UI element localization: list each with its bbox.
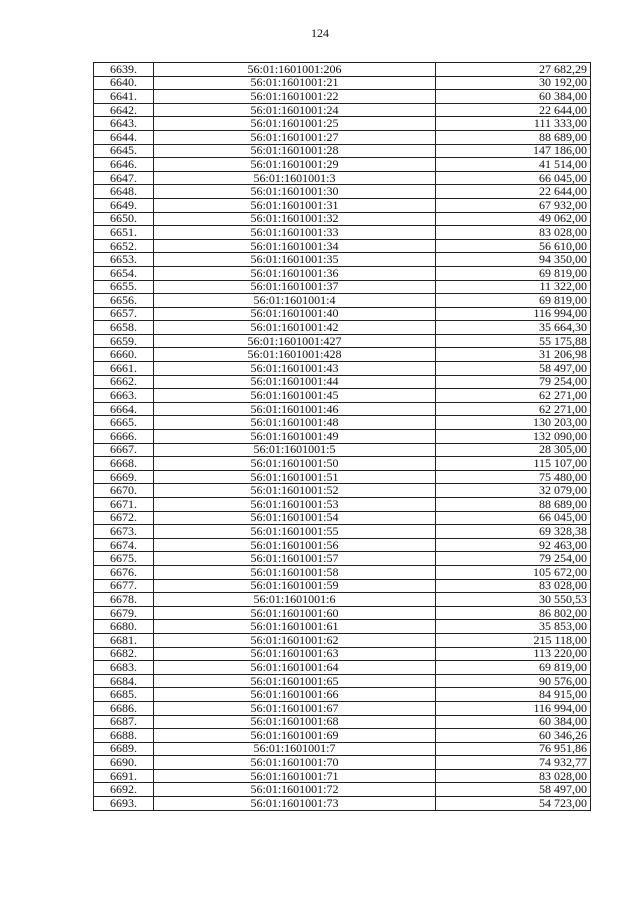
cadastral-number-cell: 56:01:1601001:52 [154, 484, 436, 498]
row-number-cell: 6674. [94, 538, 154, 552]
row-number-cell: 6677. [94, 579, 154, 593]
row-number-cell: 6692. [94, 783, 154, 797]
cadastral-number-cell: 56:01:1601001:69 [154, 729, 436, 743]
cadastral-number-cell: 56:01:1601001:70 [154, 756, 436, 770]
row-number-cell: 6660. [94, 348, 154, 362]
table-row [94, 198, 591, 212]
cadastral-number-cell: 56:01:1601001:32 [154, 212, 436, 226]
table-row [94, 620, 591, 634]
table-row [94, 606, 591, 620]
cadastral-number-cell: 56:01:1601001:60 [154, 606, 436, 620]
cadastral-number-cell: 56:01:1601001:68 [154, 715, 436, 729]
cadastral-value-cell: 113 220,00 [436, 647, 591, 661]
row-number-cell: 6646. [94, 158, 154, 172]
row-number-cell: 6659. [94, 334, 154, 348]
cadastral-value-cell: 62 271,00 [436, 389, 591, 403]
cadastral-number-cell: 56:01:1601001:428 [154, 348, 436, 362]
row-number-cell: 6658. [94, 321, 154, 335]
table-row [94, 633, 591, 647]
table-body [94, 63, 591, 811]
row-number-cell: 6643. [94, 117, 154, 131]
table-row [94, 661, 591, 675]
cadastral-value-cell: 41 514,00 [436, 158, 591, 172]
cadastral-value-cell: 60 346,26 [436, 729, 591, 743]
cadastral-number-cell: 56:01:1601001:35 [154, 253, 436, 267]
row-number-cell: 6688. [94, 729, 154, 743]
row-number-cell: 6661. [94, 362, 154, 376]
row-number-cell: 6642. [94, 103, 154, 117]
cadastral-value-cell: 66 045,00 [436, 511, 591, 525]
cadastral-number-cell: 56:01:1601001:33 [154, 226, 436, 240]
cadastral-value-cell: 147 186,00 [436, 144, 591, 158]
cadastral-number-cell: 56:01:1601001:54 [154, 511, 436, 525]
cadastral-number-cell: 56:01:1601001:7 [154, 742, 436, 756]
cadastral-value-cell: 111 333,00 [436, 117, 591, 131]
table-row [94, 593, 591, 607]
table-row [94, 266, 591, 280]
cadastral-number-cell: 56:01:1601001:50 [154, 457, 436, 471]
row-number-cell: 6684. [94, 674, 154, 688]
row-number-cell: 6656. [94, 294, 154, 308]
cadastral-value-cell: 35 853,00 [436, 620, 591, 634]
cadastral-number-cell: 56:01:1601001:64 [154, 661, 436, 675]
cadastral-value-cell: 11 322,00 [436, 280, 591, 294]
cadastral-value-cell: 90 576,00 [436, 674, 591, 688]
cadastral-number-cell: 56:01:1601001:42 [154, 321, 436, 335]
table-row [94, 470, 591, 484]
row-number-cell: 6644. [94, 130, 154, 144]
row-number-cell: 6678. [94, 593, 154, 607]
row-number-cell: 6671. [94, 498, 154, 512]
table-row [94, 226, 591, 240]
table-row [94, 715, 591, 729]
row-number-cell: 6683. [94, 661, 154, 675]
table-row [94, 498, 591, 512]
row-number-cell: 6687. [94, 715, 154, 729]
cadastral-value-cell: 69 819,00 [436, 266, 591, 280]
cadastral-number-cell: 56:01:1601001:62 [154, 633, 436, 647]
cadastral-number-cell: 56:01:1601001:48 [154, 416, 436, 430]
table-row [94, 742, 591, 756]
row-number-cell: 6667. [94, 443, 154, 457]
table-row [94, 334, 591, 348]
table-row [94, 375, 591, 389]
table-row [94, 103, 591, 117]
cadastral-number-cell: 56:01:1601001:49 [154, 430, 436, 444]
cadastral-value-cell: 130 203,00 [436, 416, 591, 430]
cadastral-value-cell: 35 664,30 [436, 321, 591, 335]
table-row [94, 362, 591, 376]
table-row [94, 63, 591, 77]
row-number-cell: 6645. [94, 144, 154, 158]
table-row [94, 185, 591, 199]
cadastral-number-cell: 56:01:1601001:46 [154, 402, 436, 416]
row-number-cell: 6640. [94, 76, 154, 90]
cadastral-value-cell: 58 497,00 [436, 783, 591, 797]
table-row [94, 484, 591, 498]
table-row [94, 579, 591, 593]
cadastral-number-cell: 56:01:1601001:3 [154, 171, 436, 185]
row-number-cell: 6689. [94, 742, 154, 756]
row-number-cell: 6691. [94, 769, 154, 783]
cadastral-value-cell: 215 118,00 [436, 633, 591, 647]
cadastral-value-table [93, 62, 591, 811]
cadastral-number-cell: 56:01:1601001:65 [154, 674, 436, 688]
page-number: 124 [311, 26, 329, 40]
row-number-cell: 6673. [94, 525, 154, 539]
table-row [94, 212, 591, 226]
cadastral-value-cell: 74 932,77 [436, 756, 591, 770]
cadastral-number-cell: 56:01:1601001:72 [154, 783, 436, 797]
cadastral-number-cell: 56:01:1601001:61 [154, 620, 436, 634]
table-row [94, 457, 591, 471]
cadastral-value-cell: 49 062,00 [436, 212, 591, 226]
table-row [94, 729, 591, 743]
table-row [94, 525, 591, 539]
cadastral-number-cell: 56:01:1601001:37 [154, 280, 436, 294]
cadastral-value-cell: 116 994,00 [436, 307, 591, 321]
cadastral-value-cell: 83 028,00 [436, 226, 591, 240]
cadastral-value-cell: 69 819,00 [436, 661, 591, 675]
table-row [94, 402, 591, 416]
table-row [94, 348, 591, 362]
cadastral-number-cell: 56:01:1601001:53 [154, 498, 436, 512]
row-number-cell: 6680. [94, 620, 154, 634]
cadastral-value-cell: 92 463,00 [436, 538, 591, 552]
cadastral-number-cell: 56:01:1601001:40 [154, 307, 436, 321]
table-row [94, 511, 591, 525]
cadastral-number-cell: 56:01:1601001:36 [154, 266, 436, 280]
cadastral-value-cell: 76 951,86 [436, 742, 591, 756]
table-row [94, 538, 591, 552]
table-row [94, 769, 591, 783]
cadastral-value-cell: 30 550,53 [436, 593, 591, 607]
cadastral-value-cell: 67 932,00 [436, 198, 591, 212]
row-number-cell: 6652. [94, 239, 154, 253]
cadastral-number-cell: 56:01:1601001:27 [154, 130, 436, 144]
cadastral-number-cell: 56:01:1601001:5 [154, 443, 436, 457]
row-number-cell: 6685. [94, 688, 154, 702]
cadastral-value-cell: 84 915,00 [436, 688, 591, 702]
table-row [94, 117, 591, 131]
row-number-cell: 6668. [94, 457, 154, 471]
cadastral-number-cell: 56:01:1601001:57 [154, 552, 436, 566]
cadastral-value-cell: 32 079,00 [436, 484, 591, 498]
cadastral-value-cell: 60 384,00 [436, 90, 591, 104]
cadastral-value-cell: 58 497,00 [436, 362, 591, 376]
cadastral-value-cell: 75 480,00 [436, 470, 591, 484]
cadastral-number-cell: 56:01:1601001:6 [154, 593, 436, 607]
cadastral-number-cell: 56:01:1601001:67 [154, 701, 436, 715]
cadastral-value-cell: 54 723,00 [436, 797, 591, 811]
cadastral-number-cell: 56:01:1601001:59 [154, 579, 436, 593]
row-number-cell: 6686. [94, 701, 154, 715]
table-row [94, 253, 591, 267]
cadastral-number-cell: 56:01:1601001:71 [154, 769, 436, 783]
row-number-cell: 6666. [94, 430, 154, 444]
table-row [94, 688, 591, 702]
cadastral-value-cell: 79 254,00 [436, 552, 591, 566]
cadastral-number-cell: 56:01:1601001:55 [154, 525, 436, 539]
table-row [94, 701, 591, 715]
row-number-cell: 6675. [94, 552, 154, 566]
table-row [94, 76, 591, 90]
cadastral-value-cell: 83 028,00 [436, 769, 591, 783]
cadastral-number-cell: 56:01:1601001:45 [154, 389, 436, 403]
table-row [94, 797, 591, 811]
row-number-cell: 6665. [94, 416, 154, 430]
table-row [94, 416, 591, 430]
cadastral-value-cell: 83 028,00 [436, 579, 591, 593]
cadastral-number-cell: 56:01:1601001:73 [154, 797, 436, 811]
cadastral-number-cell: 56:01:1601001:206 [154, 63, 436, 77]
table-row [94, 90, 591, 104]
cadastral-number-cell: 56:01:1601001:56 [154, 538, 436, 552]
cadastral-number-cell: 56:01:1601001:30 [154, 185, 436, 199]
row-number-cell: 6639. [94, 63, 154, 77]
cadastral-number-cell: 56:01:1601001:29 [154, 158, 436, 172]
table-row [94, 321, 591, 335]
cadastral-number-cell: 56:01:1601001:28 [154, 144, 436, 158]
cadastral-number-cell: 56:01:1601001:58 [154, 565, 436, 579]
cadastral-number-cell: 56:01:1601001:34 [154, 239, 436, 253]
row-number-cell: 6647. [94, 171, 154, 185]
cadastral-number-cell: 56:01:1601001:22 [154, 90, 436, 104]
row-number-cell: 6669. [94, 470, 154, 484]
cadastral-number-cell: 56:01:1601001:427 [154, 334, 436, 348]
table-row [94, 144, 591, 158]
table-row [94, 565, 591, 579]
cadastral-number-cell: 56:01:1601001:66 [154, 688, 436, 702]
cadastral-value-cell: 132 090,00 [436, 430, 591, 444]
cadastral-value-cell: 28 305,00 [436, 443, 591, 457]
cadastral-value-cell: 31 206,98 [436, 348, 591, 362]
row-number-cell: 6690. [94, 756, 154, 770]
cadastral-number-cell: 56:01:1601001:24 [154, 103, 436, 117]
table-row [94, 430, 591, 444]
row-number-cell: 6679. [94, 606, 154, 620]
table-row [94, 171, 591, 185]
row-number-cell: 6657. [94, 307, 154, 321]
cadastral-value-cell: 115 107,00 [436, 457, 591, 471]
cadastral-value-cell: 62 271,00 [436, 402, 591, 416]
cadastral-value-cell: 60 384,00 [436, 715, 591, 729]
row-number-cell: 6653. [94, 253, 154, 267]
cadastral-value-cell: 69 328,38 [436, 525, 591, 539]
table-row [94, 294, 591, 308]
cadastral-value-cell: 69 819,00 [436, 294, 591, 308]
row-number-cell: 6650. [94, 212, 154, 226]
row-number-cell: 6693. [94, 797, 154, 811]
table-row [94, 130, 591, 144]
cadastral-value-cell: 56 610,00 [436, 239, 591, 253]
cadastral-value-cell: 55 175,88 [436, 334, 591, 348]
table-row [94, 552, 591, 566]
cadastral-value-cell: 94 350,00 [436, 253, 591, 267]
cadastral-number-cell: 56:01:1601001:21 [154, 76, 436, 90]
row-number-cell: 6664. [94, 402, 154, 416]
row-number-cell: 6663. [94, 389, 154, 403]
cadastral-value-cell: 30 192,00 [436, 76, 591, 90]
cadastral-number-cell: 56:01:1601001:63 [154, 647, 436, 661]
row-number-cell: 6648. [94, 185, 154, 199]
table-row [94, 756, 591, 770]
cadastral-number-cell: 56:01:1601001:43 [154, 362, 436, 376]
table-row [94, 280, 591, 294]
cadastral-value-cell: 22 644,00 [436, 185, 591, 199]
row-number-cell: 6672. [94, 511, 154, 525]
table-row [94, 389, 591, 403]
table-row [94, 783, 591, 797]
table-row [94, 307, 591, 321]
row-number-cell: 6682. [94, 647, 154, 661]
cadastral-value-cell: 79 254,00 [436, 375, 591, 389]
table-row [94, 239, 591, 253]
cadastral-number-cell: 56:01:1601001:44 [154, 375, 436, 389]
cadastral-number-cell: 56:01:1601001:31 [154, 198, 436, 212]
row-number-cell: 6662. [94, 375, 154, 389]
row-number-cell: 6649. [94, 198, 154, 212]
row-number-cell: 6651. [94, 226, 154, 240]
cadastral-value-cell: 88 689,00 [436, 498, 591, 512]
row-number-cell: 6654. [94, 266, 154, 280]
table-row [94, 647, 591, 661]
cadastral-value-cell: 22 644,00 [436, 103, 591, 117]
cadastral-value-cell: 105 672,00 [436, 565, 591, 579]
table-row [94, 674, 591, 688]
cadastral-number-cell: 56:01:1601001:4 [154, 294, 436, 308]
table-row [94, 443, 591, 457]
cadastral-value-cell: 88 689,00 [436, 130, 591, 144]
row-number-cell: 6641. [94, 90, 154, 104]
cadastral-value-cell: 27 682,29 [436, 63, 591, 77]
cadastral-number-cell: 56:01:1601001:51 [154, 470, 436, 484]
cadastral-value-cell: 116 994,00 [436, 701, 591, 715]
cadastral-value-cell: 66 045,00 [436, 171, 591, 185]
row-number-cell: 6676. [94, 565, 154, 579]
row-number-cell: 6670. [94, 484, 154, 498]
table-row [94, 158, 591, 172]
cadastral-number-cell: 56:01:1601001:25 [154, 117, 436, 131]
cadastral-value-cell: 86 802,00 [436, 606, 591, 620]
row-number-cell: 6655. [94, 280, 154, 294]
row-number-cell: 6681. [94, 633, 154, 647]
